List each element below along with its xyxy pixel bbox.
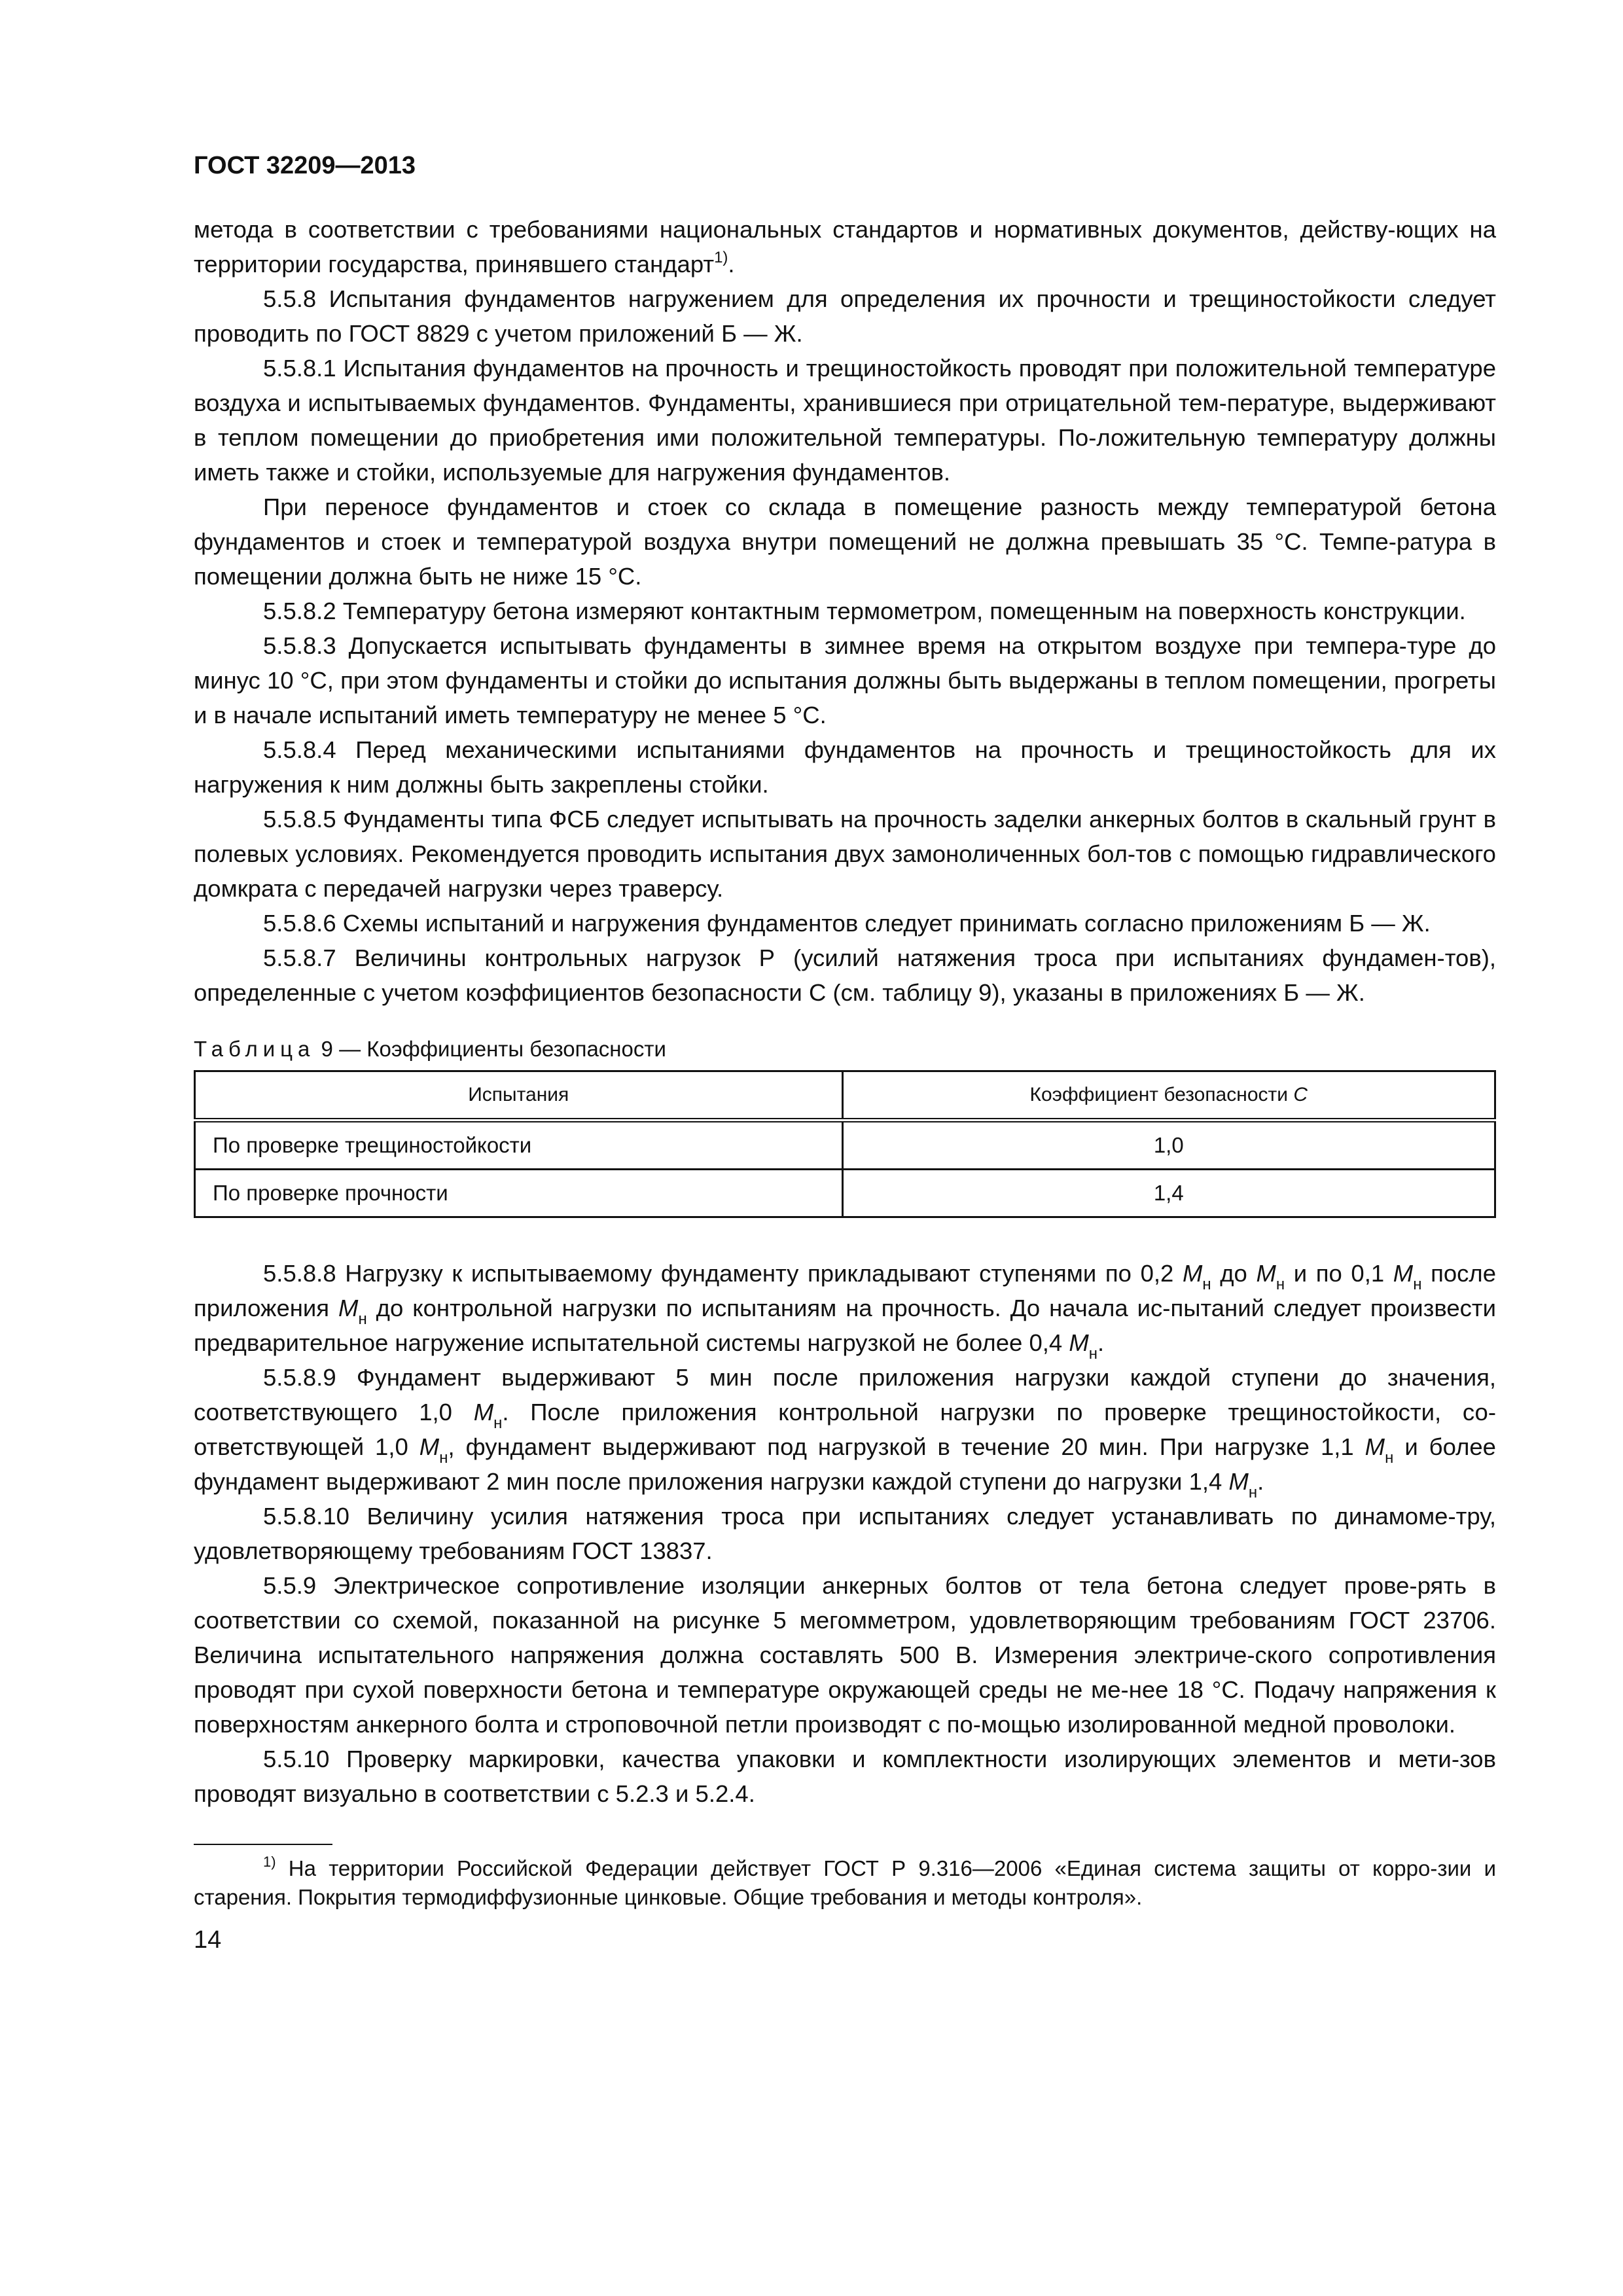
body-text-upper (194, 212, 1496, 1010)
paragraph-5-5-8-5: 5.5.8.5 Фундаменты типа ФСБ следует испытывать на прочность заделки анкерных болтов в скальный грунт в полевых условиях. Рекомендуется проводить испытания двух замоноличенных бол-тов с помощью гидравлического домкрата с передачей нагрузки через траверсу. (194, 806, 1496, 902)
paragraph-5-5-8-4: 5.5.8.4 Перед механическими испытаниями фундаментов на прочность и трещиностойкость для их нагружения к ним должны быть закреплены стойки. (194, 736, 1496, 798)
paragraph-5-5-8: 5.5.8 Испытания фундаментов нагружением для определения их прочности и трещиностойкости следует проводить по ГОСТ 8829 с учетом приложений Б — Ж. (194, 285, 1496, 347)
body-text-lower (194, 1256, 1496, 1811)
paragraph-5-5-8-1: 5.5.8.1 Испытания фундаментов на прочность и трещиностойкость проводят при положительной температуре воздуха и испытываемых фундаментов. Фундаменты, хранившиеся при отрицательной тем-пературе, выдерживают в теплом помещении до приобретения ими положительной температуры. По-ложительную температуру должны иметь также и стойки, используемые для нагружения фундаментов. (194, 355, 1496, 486)
table-header-row (195, 1071, 1495, 1121)
table-caption: Таблица 9 — Коэффициенты безопасности (194, 1037, 666, 1061)
paragraph-5-5-8-6: 5.5.8.6 Схемы испытаний и нагружения фундаментов следует принимать согласно приложениям Б — Ж. (263, 910, 1431, 937)
paragraph-transfer-temperature: При переносе фундаментов и стоек со склада в помещение разность между температурой бетона фундаментов и стоек и температурой воздуха внутри помещений не должна превышать 35 °С. Темпе-ратура в помещении должна быть не ниже 15 °С. (194, 493, 1496, 590)
table-cell-test: По проверке прочности (195, 1170, 843, 1217)
paragraph-5-5-8-7: 5.5.8.7 Величины контрольных нагрузок Р (усилий натяжения троса при испытаниях фундамен-тов), определенные с учетом коэффициентов безопасности С (см. таблицу 9), указаны в приложениях Б — Ж. (194, 944, 1496, 1006)
paragraph-5-5-10: 5.5.10 Проверку маркировки, качества упаковки и комплектности изолирующих элементов и мети-зов проводят визуально в соответствии с 5.2.3 и 5.2.4. (194, 1746, 1496, 1807)
table-cell-value: 1,4 (842, 1170, 1495, 1217)
table-row (195, 1170, 1495, 1217)
page-header-standard-number: ГОСТ 32209—2013 (194, 152, 416, 179)
footnote (194, 1854, 1496, 1912)
table-header-tests: Испытания (195, 1071, 843, 1121)
table-row (195, 1121, 1495, 1170)
paragraph-5-5-9: 5.5.9 Электрическое сопротивление изоляции анкерных болтов от тела бетона следует прове-рять в соответствии со схемой, показанной на рисунке 5 мегомметром, удовлетворяющим требованиям ГОСТ 23706. Величина испытательного напряжения должна составлять 500 В. Измерения электриче-ского сопротивления проводят при сухой поверхности бетона и температуре окружающей среды не ме-нее 18 °С. Подачу напряжения к поверхностям анкерного болта и строповочной петли производят с по-мощью изолированной медной проволоки. (194, 1572, 1496, 1738)
footnote-reference[interactable]: 1) (714, 248, 728, 266)
safety-coefficients-table (194, 1070, 1496, 1218)
table-cell-value: 1,0 (842, 1121, 1495, 1170)
paragraph-5-5-8-2: 5.5.8.2 Температуру бетона измеряют контактным термометром, помещенным на поверхность конструкции. (263, 598, 1466, 624)
table-cell-test: По проверке трещиностойкости (195, 1121, 843, 1170)
footnote-text: На территории Российской Федерации действует ГОСТ Р 9.316—2006 «Единая система защиты от корро-зии и старения. Покрытия термодиффузионные цинковые. Общие требования и методы контроля». (194, 1856, 1496, 1909)
paragraph-5-5-8-10: 5.5.8.10 Величину усилия натяжения троса при испытаниях следует устанавливать по динамоме-тру, удовлетворяющему требованиям ГОСТ 13837. (194, 1503, 1496, 1564)
paragraph-5-5-8-3: 5.5.8.3 Допускается испытывать фундаменты в зимнее время на открытом воздухе при темпера-туре до минус 10 °С, при этом фундаменты и стойки до испытания должны быть выдержаны в теплом помещении, прогреты и в начале испытаний иметь температуру не менее 5 °С. (194, 632, 1496, 728)
footnote-marker: 1) (263, 1854, 276, 1870)
paragraph-5-5-8-8: 5.5.8.8 Нагрузку к испытываемому фундаменту прикладывают ступенями по 0,2 $M_н$ до $M_н$ и по 0,1 $M_н$ после приложения $M_н$ до контрольной нагрузки по испытаниям на прочность. До начала ис-пытаний следует произвести предварительное нагружение испытательной системы нагрузкой не более 0,4 $M_н$. (194, 1260, 1496, 1363)
paragraph-5-5-8-9: 5.5.8.9 Фундамент выдерживают 5 мин после приложения нагрузки каждой ступени до значения, соответствующего 1,0 $M_н$. После приложения контрольной нагрузки по проверке трещиностойкости, со-ответствующей 1,0 $M_н$, фундамент выдерживают под нагрузкой в течение 20 мин. При нагрузке 1,1 $M_н$ и более фундамент выдерживают 2 мин после приложения нагрузки каждой ступени до нагрузки 1,4 $M_н$. (194, 1364, 1497, 1502)
page-number: 14 (194, 1926, 222, 1954)
table-header-coefficient: Коэффициент безопасности С (842, 1071, 1495, 1121)
footnote-divider (194, 1844, 332, 1845)
paragraph-continuation: метода в соответствии с требованиями национальных стандартов и нормативных документов, действу-ющих на территории государства, принявшего стандарт$^{1)}$. (194, 216, 1496, 278)
document-page (194, 149, 1496, 1956)
